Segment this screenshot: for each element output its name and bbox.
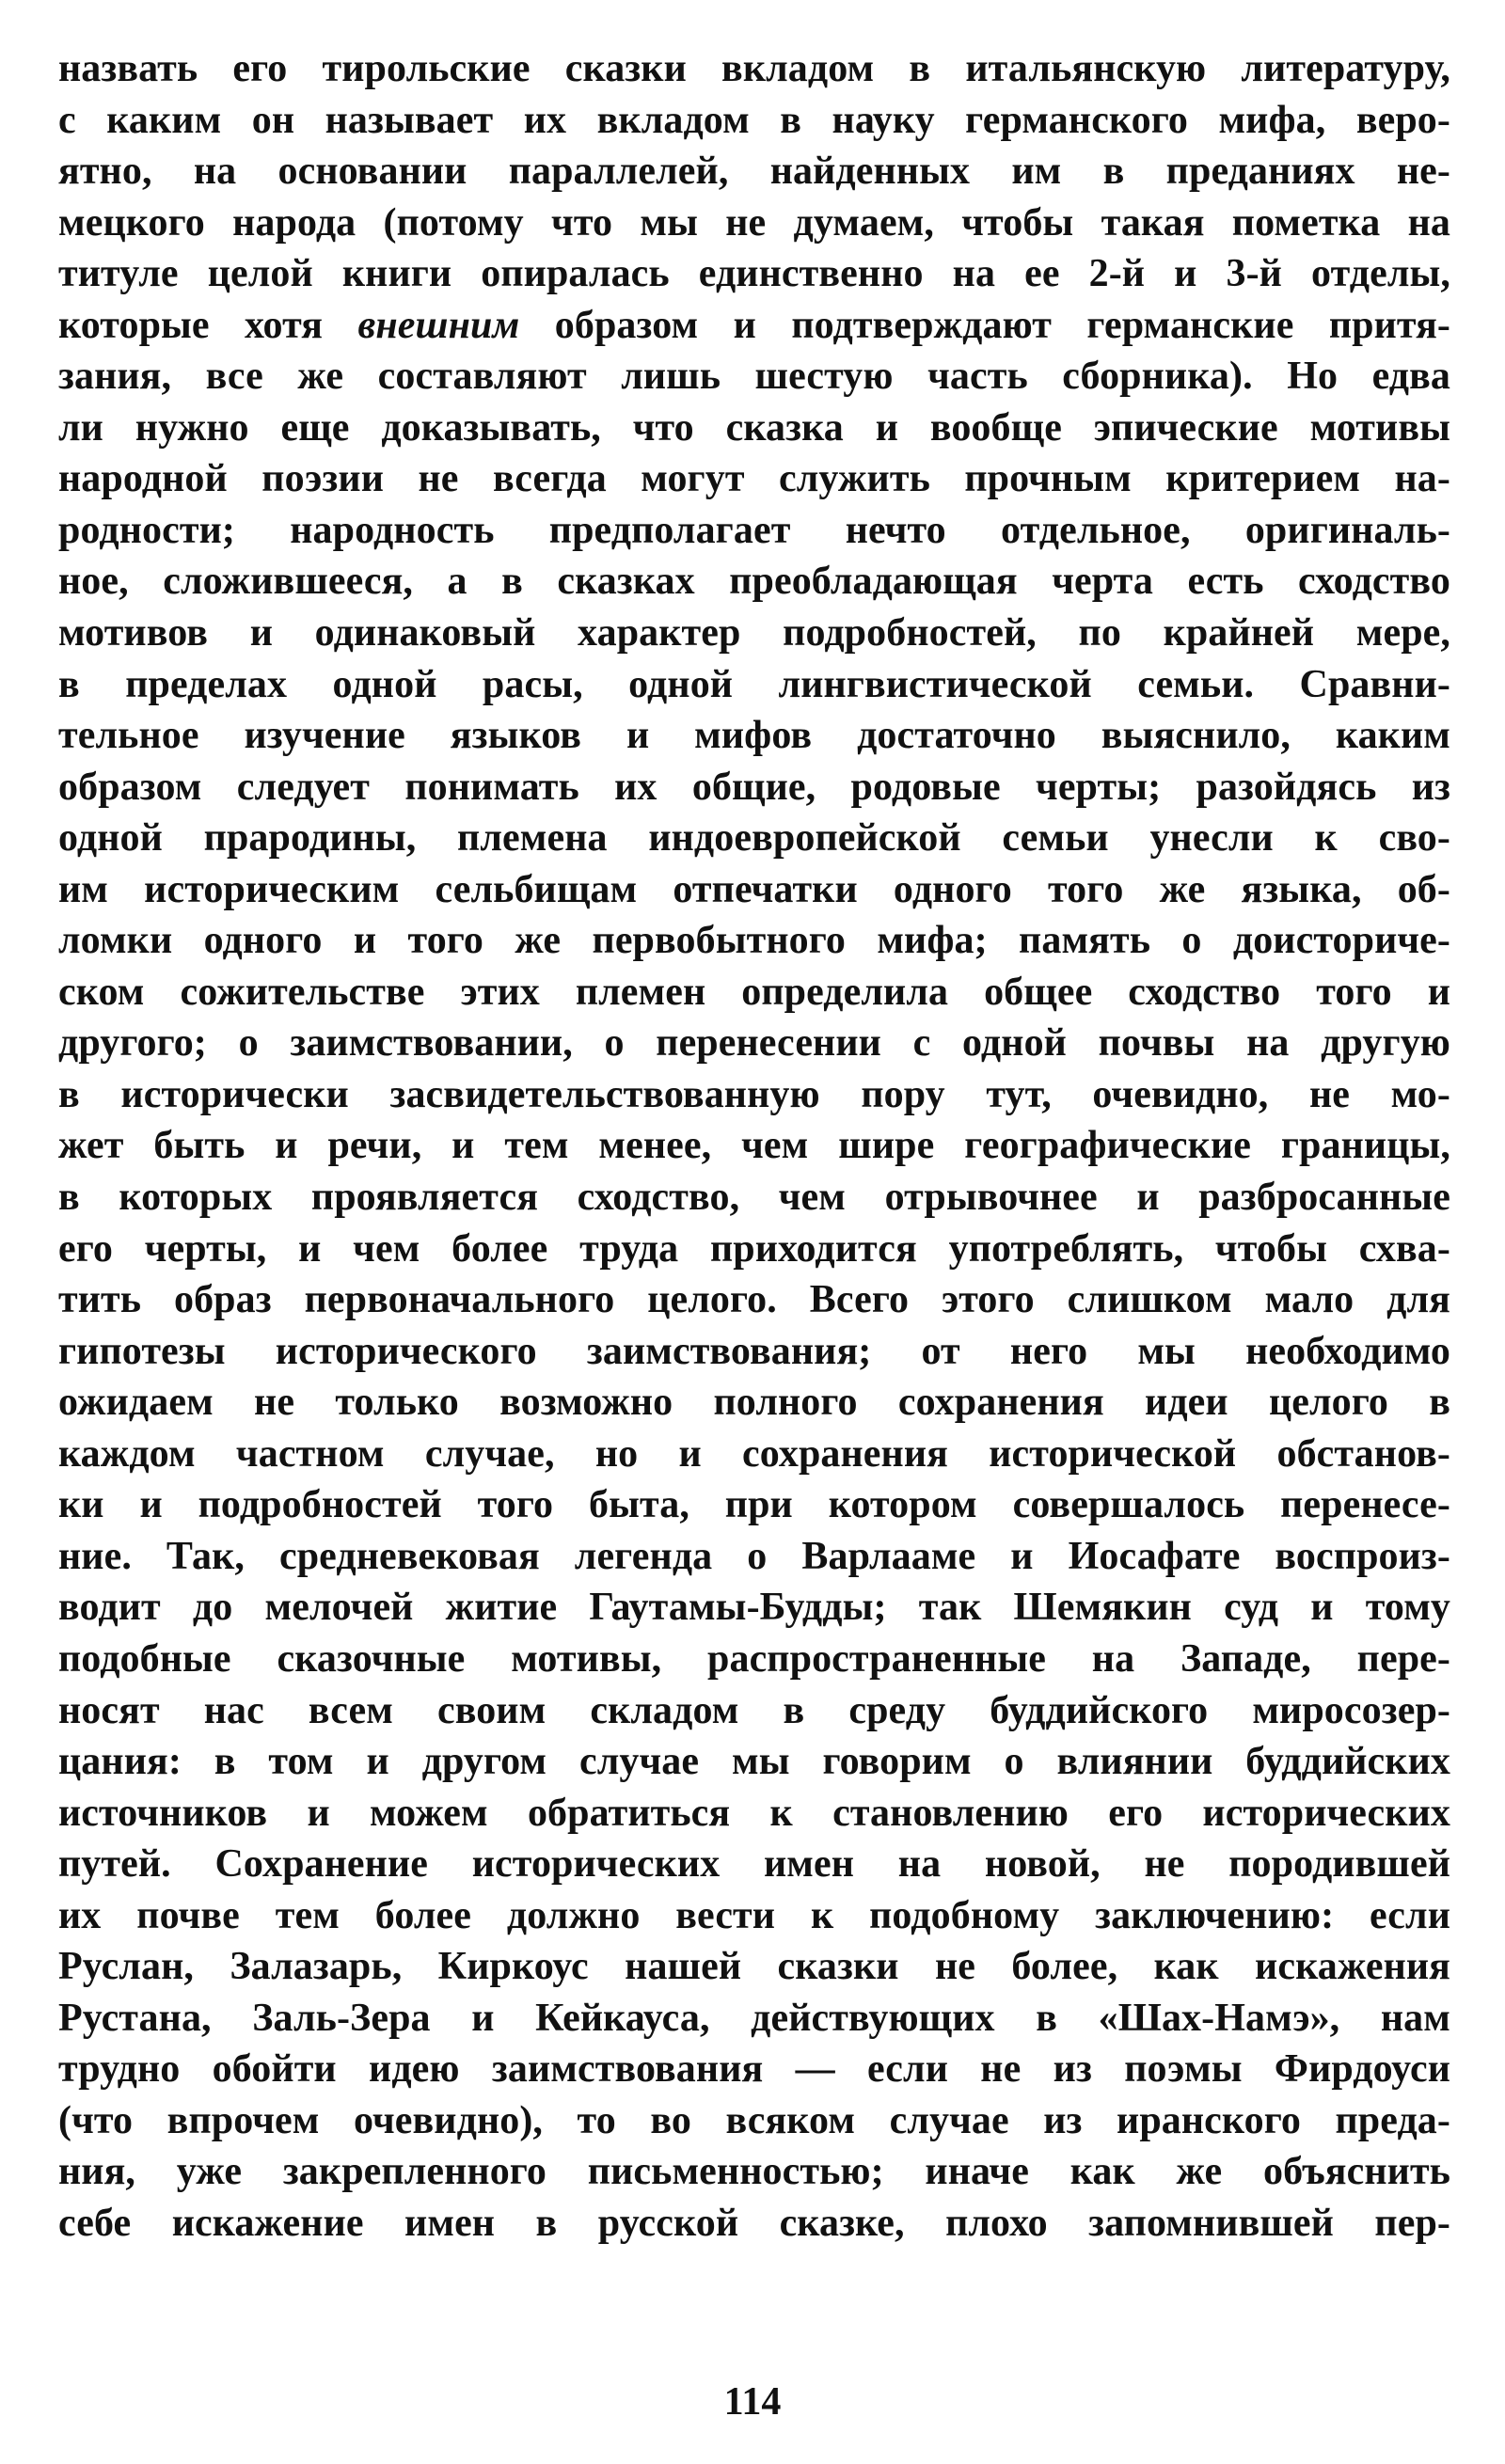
text-line: назвать его тирольские сказки вкладом в итальянскую литературу, <box>58 47 1450 90</box>
text-line: Рустана, Заль-Зера и Кейкауса, действующих в «Шах-Намэ», нам <box>58 1996 1450 2040</box>
text-line: каждом частном случае, но и сохранения исторической обстанов- <box>58 1431 1450 1476</box>
body-text <box>58 43 1450 2250</box>
text-line: себе искажение имен в русской сказке, плохо запомнившей пер- <box>58 2201 1450 2245</box>
text-line: источников и можем обратиться к становлению его исторических <box>58 1791 1450 1835</box>
text-line: ки и подробностей того быта, при котором совершалось перенесе- <box>58 1483 1450 1527</box>
text-line: им историческим сельбищам отпечатки одного того же языка, об- <box>58 867 1450 911</box>
text-line: ния, уже закрепленного письменностью; иначе как же объяснить <box>58 2150 1450 2194</box>
text-line: (что впрочем очевидно), то во всяком случае из иранского преда- <box>58 2098 1450 2142</box>
text-line: их почве тем более должно вести к подобному заключению: если <box>58 1893 1450 1937</box>
text-line: в пределах одной расы, одной лингвистической семьи. Сравни- <box>58 662 1450 706</box>
text-line: трудно обойти идею заимствования — если не из поэмы Фирдоуси <box>58 2047 1450 2092</box>
emphasized-word: внешним <box>357 303 520 347</box>
text-line: жет быть и речи, и тем менее, чем шире географические границы, <box>58 1124 1450 1168</box>
text-line: образом следует понимать их общие, родовые черты; разойдясь из <box>58 765 1450 809</box>
text-line: водит до мелочей житие Гаутамы-Будды; так Шемякин суд и тому <box>58 1586 1450 1630</box>
text-line: ли нужно еще доказывать, что сказка и вообще эпические мотивы <box>58 405 1450 450</box>
text-line: одной прародины, племена индоевропейской семьи унесли к сво- <box>58 816 1450 861</box>
text-line: Руслан, Залазарь, Киркоус нашей сказки не более, как искажения <box>58 1945 1450 1989</box>
text-line: тить образ первоначального целого. Всего этого слишком мало для <box>58 1278 1450 1322</box>
text-line: которые хотя внешним образом и подтверждают германские притя- <box>58 303 1450 347</box>
text-line: гипотезы исторического заимствования; от него мы необходимо <box>58 1329 1450 1373</box>
text-line: подобные сказочные мотивы, распространенные на Западе, пере- <box>58 1636 1450 1681</box>
text-line: ском сожительстве этих племен определила общее сходство того и <box>58 970 1450 1014</box>
text-line: в исторически засвидетельствованную пору тут, очевидно, не мо- <box>58 1072 1450 1116</box>
text-line: с каким он называет их вкладом в науку германского мифа, веро- <box>58 98 1450 142</box>
text-line: народной поэзии не всегда могут служить прочным критерием на- <box>58 457 1450 501</box>
text-line: родности; народность предполагает нечто отдельное, оригиналь- <box>58 508 1450 552</box>
text-line: мецкого народа (потому что мы не думаем, чтобы такая пометка на <box>58 200 1450 245</box>
text-line: путей. Сохранение исторических имен на новой, не породившей <box>58 1842 1450 1887</box>
text-line: ное, сложившееся, а в сказках преобладающая черта есть сходство <box>58 560 1450 604</box>
text-line: ломки одного и того же первобытного мифа; память о доисториче- <box>58 919 1450 963</box>
text-line: носят нас всем своим складом в среду буддийского миросозер- <box>58 1688 1450 1732</box>
text-line: в которых проявляется сходство, чем отрывочнее и разбросанные <box>58 1176 1450 1220</box>
text-line: его черты, и чем более труда приходится употреблять, чтобы схва- <box>58 1226 1450 1271</box>
text-line: титуле целой книги опиралась единственно на ее 2-й и 3-й отделы, <box>58 252 1450 296</box>
page-number: 114 <box>723 2380 782 2424</box>
text-line: другого; о заимствовании, о перенесении с одной почвы на другую <box>58 1021 1450 1066</box>
text-line: мотивов и одинаковый характер подробностей, по крайней мере, <box>58 611 1450 655</box>
text-line: тельное изучение языков и мифов достаточно выяснило, каким <box>58 714 1450 758</box>
text-line: зания, все же составляют лишь шестую часть сборника). Но едва <box>58 355 1450 399</box>
text-line: цания: в том и другом случае мы говорим о влиянии буддийских <box>58 1740 1450 1784</box>
text-line: ятно, на основании параллелей, найденных им в преданиях не- <box>58 150 1450 194</box>
text-line: ние. Так, средневековая легенда о Варлааме и Иосафате воспроиз- <box>58 1534 1450 1578</box>
text-line: ожидаем не только возможно полного сохранения идеи целого в <box>58 1381 1450 1425</box>
